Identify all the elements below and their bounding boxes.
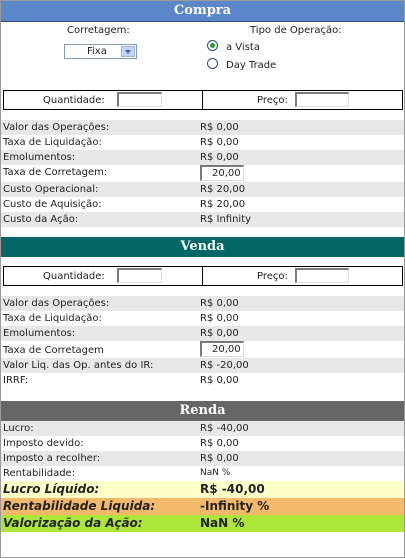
row-value: R$ 0,00	[200, 298, 239, 309]
venda-quantidade-preco	[3, 266, 403, 286]
row-value: R$ 0,00	[200, 137, 239, 148]
compra-preco-input[interactable]	[295, 92, 349, 107]
rentabilidade-liquida-row	[1, 498, 404, 515]
row-label: Taxa de Corretagem:	[3, 167, 108, 178]
row-value: R$ 20,00	[200, 184, 246, 195]
summary-label: Rentabilidade Liquida:	[3, 499, 156, 513]
row-value: R$ 0,00	[200, 453, 239, 464]
renda-row	[1, 466, 404, 481]
row-label: Taxa de Liquidação:	[3, 137, 102, 148]
row-value: NaN %	[200, 468, 231, 478]
compra-row	[1, 135, 404, 150]
compra-row	[1, 150, 404, 165]
summary-value: -Infinity %	[200, 499, 270, 513]
input-value: 20,00	[212, 168, 241, 179]
corretagem-selected-value: Fixa	[87, 46, 107, 57]
row-label: Custo Operacional:	[3, 184, 99, 195]
venda-preco-label: Preço:	[257, 271, 288, 282]
radio-day-trade[interactable]	[207, 58, 218, 69]
row-label: Imposto devido:	[3, 438, 84, 449]
input-value: 20,00	[212, 344, 241, 355]
row-label: Taxa de Liquidação:	[3, 313, 102, 324]
compra-row	[1, 197, 404, 212]
row-label: Custo de Aquisição:	[3, 199, 102, 210]
venda-row	[1, 311, 404, 326]
venda-row	[1, 296, 404, 311]
venda-preco-input[interactable]	[295, 268, 349, 283]
row-label: Emolumentos:	[3, 328, 76, 339]
row-label: Lucro:	[3, 423, 34, 434]
summary-label: Valorização da Ação:	[3, 516, 143, 530]
compra-quantidade-preco	[3, 90, 403, 110]
compra-preco-label: Preço:	[257, 95, 288, 106]
compra-quantidade-label: Quantidade:	[43, 95, 105, 106]
compra-options	[1, 22, 404, 90]
venda-row	[1, 373, 404, 388]
compra-quantidade-input[interactable]	[117, 92, 162, 107]
row-value: R$ Infinity	[200, 214, 252, 225]
lucro-liquido-row	[1, 481, 404, 498]
row-value: R$ 0,00	[200, 328, 239, 339]
row-value: R$ 0,00	[200, 122, 239, 133]
compra-header: Compra	[1, 1, 404, 22]
radio-day-trade-label: Day Trade	[226, 60, 277, 71]
row-label: Custo da Ação:	[3, 214, 79, 225]
row-value: R$ 0,00	[200, 375, 239, 386]
divider	[202, 267, 203, 285]
row-label: IRRF:	[3, 375, 29, 386]
venda-header: Venda	[1, 237, 404, 257]
compra-row	[1, 120, 404, 135]
radio-a-vista[interactable]	[207, 40, 218, 51]
row-label: Valor Liq. das Op. antes do IR:	[3, 360, 154, 371]
venda-quantidade-label: Quantidade:	[43, 271, 105, 282]
row-label: Valor das Operações:	[3, 122, 110, 133]
renda-row	[1, 451, 404, 466]
summary-value: R$ -40,00	[200, 482, 265, 496]
row-value: R$ 0,00	[200, 438, 239, 449]
venda-row	[1, 326, 404, 341]
venda-taxa-corretagem-input[interactable]	[200, 341, 244, 357]
row-value: R$ 0,00	[200, 152, 239, 163]
row-value: R$ 0,00	[200, 313, 239, 324]
row-label: Taxa de Corretagem	[3, 345, 104, 356]
compra-row	[1, 165, 404, 182]
renda-row	[1, 436, 404, 451]
corretagem-select[interactable]	[64, 44, 137, 59]
tipo-operacao-label: Tipo de Operação:	[250, 25, 342, 36]
summary-value: NaN %	[200, 516, 245, 530]
corretagem-label: Corretagem:	[67, 25, 130, 36]
compra-taxa-corretagem-input[interactable]	[200, 165, 244, 181]
divider	[202, 91, 203, 109]
row-label: Imposto a recolher:	[3, 453, 101, 464]
venda-row	[1, 341, 404, 358]
row-label: Emolumentos:	[3, 152, 76, 163]
renda-row	[1, 421, 404, 436]
row-label: Rentabilidade:	[3, 468, 76, 479]
row-value: R$ -40,00	[200, 423, 249, 434]
venda-row	[1, 358, 404, 373]
compra-row	[1, 182, 404, 197]
renda-header: Renda	[1, 401, 404, 421]
row-value: R$ -20,00	[200, 360, 249, 371]
venda-quantidade-input[interactable]	[117, 268, 162, 283]
summary-label: Lucro Líquido:	[3, 482, 100, 496]
row-value: R$ 20,00	[200, 199, 246, 210]
row-label: Valor das Operações:	[3, 298, 110, 309]
radio-a-vista-label: a Vista	[226, 42, 260, 53]
chevron-down-icon[interactable]	[121, 46, 135, 57]
valorizacao-acao-row	[1, 515, 404, 532]
compra-row	[1, 212, 404, 227]
